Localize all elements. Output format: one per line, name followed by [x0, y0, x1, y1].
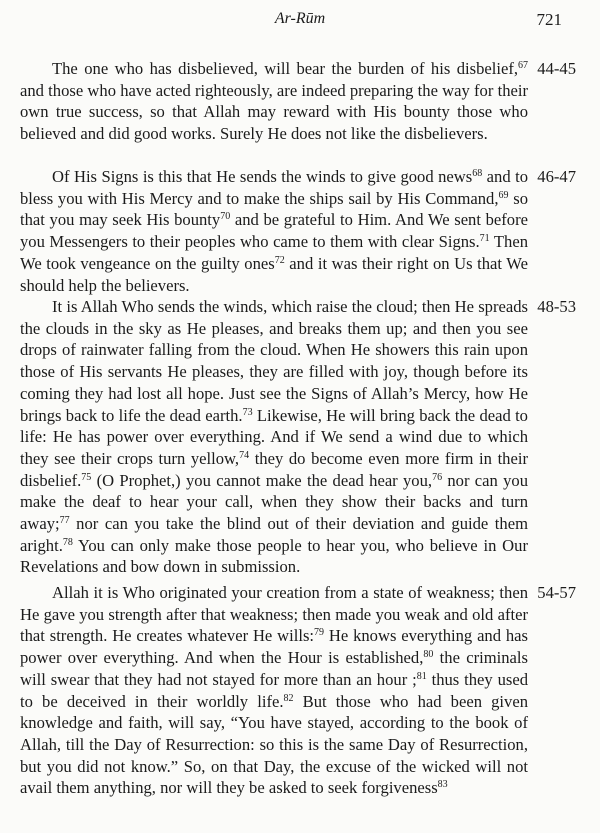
- paragraph-text: Allah it is Who originated your creation from a state of weakness; then He gave you strength after that weakness; then made you weak and old after that strength. He creates whatever He wills:$^{79}$ He knows everything and has power over everything. And when the Hour is established,$^{80}$ the criminals will swear that they had not stayed for more than an hour ;$^{81}$ thus they used to be deceived in their worldly life.$^{82}$ But those who had been given knowledge and faith, will say, “You have stayed, according to the book of Allah, till the Day of Resurrection: so this is the same Day of Resurrection, but you did not know.” So, on that Day, the excuse of the wicked will not avail them anything, nor will they be asked to seek forgiveness$^{83}$: [20, 583, 528, 798]
- footnote-ref: 83: [437, 779, 448, 791]
- footnote-ref: 82: [283, 692, 294, 704]
- paragraph-text: Of His Signs is this that He sends the winds to give good news$^{68}$ and to bless you with His Mercy and to make the ships sail by His Command,$^{69}$ so that you may seek His bounty$^{70}$ and be grateful to Him. And We sent before you Messengers to their peoples who came to them with clear Signs.$^{71}$ Then We took vengeance on the guilty ones$^{72}$ and it was their right on Us that We should help the believers.: [20, 167, 529, 295]
- footnote-ref: 78: [62, 536, 73, 548]
- footnote-ref: 75: [81, 471, 92, 483]
- paragraph-54-57: [20, 582, 528, 799]
- paragraph-48-53: [20, 296, 528, 578]
- footnote-ref: 79: [314, 627, 325, 639]
- footnote-ref: 74: [239, 449, 250, 461]
- footnote-ref: 77: [59, 515, 70, 527]
- page-number: 721: [536, 10, 562, 29]
- verse-range: 54-57: [537, 583, 576, 602]
- footnote-ref: 73: [242, 406, 253, 418]
- footnote-ref: 81: [416, 670, 427, 682]
- footnote-ref: 71: [479, 233, 490, 245]
- verse-range: 46-47: [537, 167, 576, 186]
- footnote-ref: 67: [518, 60, 528, 71]
- footnote-ref: 72: [274, 254, 285, 266]
- verse-range: 44-45: [537, 59, 576, 78]
- surah-title: Ar-Rūm: [274, 10, 326, 27]
- paragraph-46-47: [20, 166, 528, 296]
- paragraph-text: The one who has disbelieved, will bear the burden of his disbelief,$^{67}$ and those who have acted righteously, are indeed preparing the way for their own true success, so that Allah may reward with His bounty those who believed and did good works. Surely He does not like the disbelievers.: [20, 59, 528, 144]
- footnote-ref: 70: [220, 211, 231, 223]
- verse-range: 48-53: [537, 297, 576, 316]
- footnote-ref: 69: [498, 189, 509, 201]
- footnote-ref: 76: [432, 471, 443, 483]
- footnote-ref: 68: [472, 168, 483, 179]
- paragraph-44-45: [20, 58, 528, 145]
- paragraph-text: It is Allah Who sends the winds, which raise the cloud; then He spreads the clouds in the sky as He pleases, and breaks them up; and then you see drops of rainwater falling from the cloud. When He showers this rain upon those of His servants He pleases, they are filled with joy, though before its coming they had lost all hope. Just see the Signs of Allah’s Mercy, how He brings back to life the dead earth.$^{73}$ Likewise, He will bring back the dead to life: He has power over everything. And if We send a wind due to which they see their crops turn yellow,$^{74}$ they do become even more firm in their disbelief.$^{75}$ (O Prophet,) you cannot make the dead hear you,$^{76}$ nor can you make the deaf to hear your call, when they show their backs and turn away;$^{77}$ nor can you take the blind out of their deviation and guide them aright.$^{78}$ You can only make those people to hear you, who believe in Our Revelations and bow down in submission.: [20, 297, 529, 577]
- footnote-ref: 80: [423, 649, 434, 661]
